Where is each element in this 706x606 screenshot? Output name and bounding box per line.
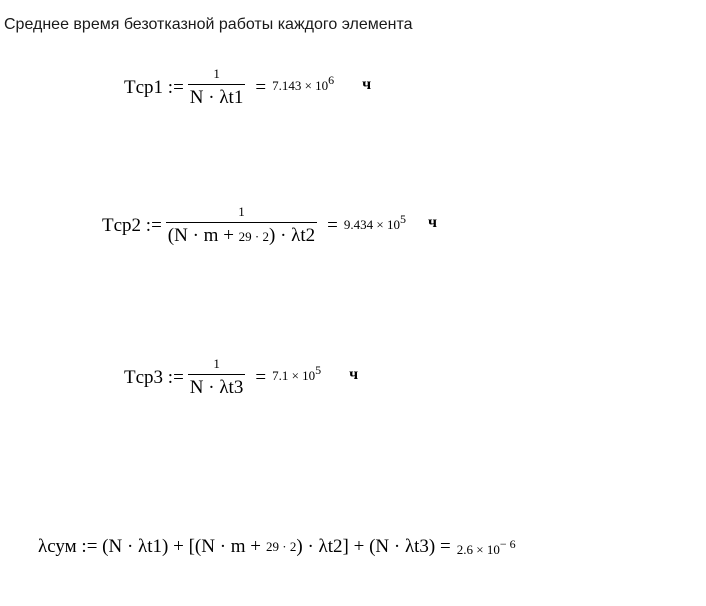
unit-label: ч <box>349 365 359 383</box>
equation-result: $9.434 \times 10^5$ <box>343 211 406 232</box>
equation-result: $7.143 \times 10^6$ <box>272 73 335 93</box>
equation-lambda-sum <box>38 536 516 558</box>
denominator: N · λt1 <box>188 84 246 109</box>
equation-term: ) · λt2] + (N · λt3) = <box>296 536 451 557</box>
equation-result: $7.1 \times 10^5$ <box>272 363 322 383</box>
exponent: 6 <box>328 73 335 87</box>
fraction <box>188 66 246 109</box>
equation-lhs: λсум := (N · λt1) + [(N · m + <box>38 536 262 557</box>
equation-term: 29 · 2 <box>266 539 297 554</box>
equals-sign: = <box>255 366 267 388</box>
equation-tcp2 <box>102 204 437 248</box>
equals-sign: = <box>255 76 267 98</box>
exponent: − 6 <box>499 536 516 551</box>
exponent: 5 <box>399 211 406 226</box>
equals-sign: = <box>327 215 338 236</box>
fraction <box>166 204 317 248</box>
equation-lhs: Tср3 := <box>124 366 184 388</box>
numerator: 1 <box>238 204 245 219</box>
section-heading: Среднее время безотказной работы каждого элемента <box>4 16 413 33</box>
numerator: 1 <box>213 356 220 371</box>
equation-tcp1 <box>124 66 371 109</box>
fraction <box>188 356 246 399</box>
unit-label: ч <box>362 75 372 93</box>
equation-result: $2.6 \times 10^{- 6}$ <box>456 536 516 557</box>
equation-lhs: Tср1 := <box>124 76 184 98</box>
unit-label: ч <box>427 214 438 231</box>
equation-tcp3 <box>124 356 358 399</box>
numerator: 1 <box>213 66 220 81</box>
exponent: 5 <box>315 363 322 377</box>
equation-lhs: Tср2 := <box>102 215 162 236</box>
denominator: (N · m + 29 · 2) · λt2 <box>166 222 317 248</box>
denominator: N · λt3 <box>188 374 246 399</box>
